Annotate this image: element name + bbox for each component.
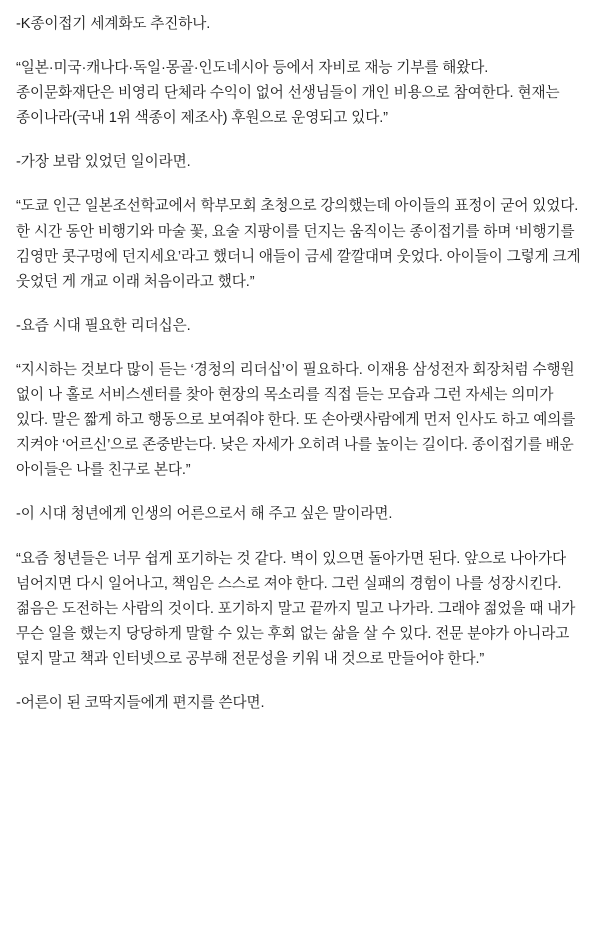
interview-question: -가장 보람 있었던 일이라면. (16, 154, 191, 171)
interview-question: -이 시대 청년에게 인생의 어른으로서 해 주고 싶은 말이라면. (16, 506, 393, 523)
interview-question: -어른이 된 코딱지들에게 편지를 쓴다면. (16, 694, 265, 711)
interview-answer: “지시하는 것보다 많이 듣는 ‘경청의 리더십’이 필요하다. 이재용 삼성전자 회장처럼 수행원 없이 나 홀로 서비스센터를 찾아 현장의 목소리를 직접 듣는 모습과 그런 자세는 의미가 있다. 말은 짧게 하고 행동으로 보여줘야 한다. 또 손아랫사람에게 먼저 인사도 하고 예의를 지켜야 ‘어르신’으로 존중받는다. 낮은 자세가 오히려 나를 높이는 길이다. 종이접기를 배운 아이들은 나를 친구로 본다.” (16, 361, 576, 479)
interview-answer: “요즘 청년들은 너무 쉽게 포기하는 것 같다. 벽이 있으면 돌아가면 된다. 앞으로 나아가다 넘어지면 다시 일어나고, 책임은 스스로 져야 한다. 그런 실패의 경험이 나를 성장시킨다. 젊음은 도전하는 사람의 것이다. 포기하지 말고 끝까지 밀고 나가라. 그래야 젊었을 때 내가 무슨 일을 했는지 당당하게 말할 수 있는 후회 없는 삶을 살 수 있다. 전문 분야가 아니라고 덮지 말고 책과 인터넷으로 공부해 전문성을 키워 내 것으로 만들어야 한다.” (16, 550, 576, 667)
interview-answer: “도쿄 인근 일본조선학교에서 학부모회 초청으로 강의했는데 아이들의 표정이 굳어 있었다. 한 시간 동안 비행기와 마술 꽃, 요술 지팡이를 던지는 움직이는 종이접기를 하며 ‘비행기를 김영만 콧구멍에 던지세요’라고 했더니 애들이 금세 깔깔대며 웃었다. 아이들이 그렇게 크게 웃었던 게 개교 이래 처음이라고 했다.” (16, 198, 581, 290)
interview-question: -요즘 시대 필요한 리더십은. (16, 317, 191, 334)
interview-answer: “일본·미국·캐나다·독일·몽골·인도네시아 등에서 자비로 재능 기부를 해왔다. 종이문화재단은 비영리 단체라 수익이 없어 선생님들이 개인 비용으로 참여한다. 현재는 종이나라(국내 1위 색종이 제조사) 후원으로 운영되고 있다.” (16, 60, 560, 127)
interview-question: -K종이접기 세계화도 추진하나. (16, 16, 211, 32)
